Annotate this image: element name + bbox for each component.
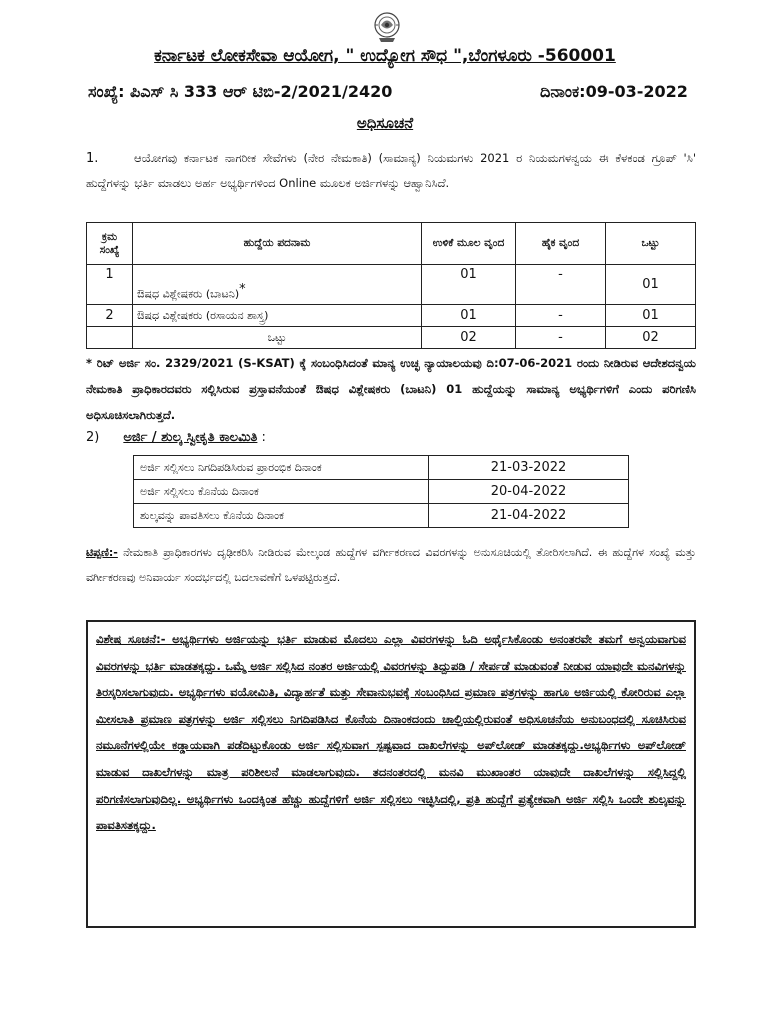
cell-post: ಔಷಧ ವಿಶ್ಲೇಷಕರು (ರಸಾಯನ ಶಾಸ್ತ್ರ) xyxy=(133,305,422,327)
date-value: 20-04-2022 xyxy=(429,480,629,504)
section-2-number: 2) xyxy=(86,430,100,445)
date-label: ಅರ್ಜಿ ಸಲ್ಲಿಸಲು ಕೊನೆಯ ದಿನಾಂಕ xyxy=(134,480,429,504)
remark-label: ಟಿಪ್ಪಣಿ:- xyxy=(86,546,118,559)
cell-hk: - xyxy=(516,305,606,327)
date-value: 21-04-2022 xyxy=(429,504,629,528)
col-header-post: ಹುದ್ದೆಯ ಪದನಾಮ xyxy=(133,223,422,265)
cell-sl: 1 xyxy=(87,265,133,305)
table-row xyxy=(134,480,629,504)
cell-hk: - xyxy=(516,265,606,305)
cell-rpc: 01 xyxy=(422,265,516,305)
remark-text: ನೇಮಕಾತಿ ಪ್ರಾಧಿಕಾರಗಳು ದೃಢೀಕರಿಸಿ ನೀಡಿರುವ ಮೇಲ್ಕಂಡ ಹುದ್ದೆಗಳ ವರ್ಗೀಕರಣದ ವಿವರಗಳನ್ನು ಅನುಸೂಚಿಯಲ್ಲಿ ತೋರಿಸಲಾಗಿದೆ. ಈ ಹುದ್ದೆಗಳ ಸಂಖ್ಯೆ ಮತ್ತು ವರ್ಗೀಕರಣವು ಅನಿವಾರ್ಯ ಸಂದರ್ಭದಲ್ಲಿ ಬದಲಾವಣೆಗೆ ಒಳಪಟ್ಟಿರುತ್ತದೆ. xyxy=(86,546,696,584)
posts-table-header xyxy=(87,223,696,265)
cell-total: 02 xyxy=(606,327,696,349)
section-1-number: 1. xyxy=(86,151,99,166)
notification-date: ದಿನಾಂಕ:09-03-2022 xyxy=(540,82,688,101)
col-header-hk: ಹೈಕ ವೃಂದ xyxy=(516,223,606,265)
commission-title: ಕರ್ನಾಟಕ ಲೋಕಸೇವಾ ಆಯೋಗ, " ಉದ್ಯೋಗ ಸೌಧ ",ಬೆಂಗಳೂರು -560001 xyxy=(154,46,616,66)
special-note-box xyxy=(86,620,696,928)
table-total-row xyxy=(87,327,696,349)
reference-number: ಸಂಖ್ಯೆ: ಪಿಎಸ್ ಸಿ 333 ಆರ್ ಟಿಬಿ-2/2021/2420 xyxy=(88,82,393,101)
section-1-text: ಆಯೋಗವು ಕರ್ನಾಟಕ ನಾಗರೀಕ ಸೇವೆಗಳು (ನೇರ ನೇಮಕಾತಿ) (ಸಾಮಾನ್ಯ) ನಿಯಮಗಳು 2021 ರ ನಿಯಮಗಳನ್ವಯ ಈ ಕೆಳಕಂಡ ಗ್ರೂಪ್ 'ಸಿ' ಹುದ್ದೆಗಳನ್ನು ಭರ್ತಿ ಮಾಡಲು ಅರ್ಹ ಅಭ್ಯರ್ಥಿಗಳಿಂದ Online ಮೂಲಕ ಅರ್ಜಿಗಳನ್ನು ಆಹ್ವಾನಿಸಿದೆ. xyxy=(86,151,696,190)
section-2-heading xyxy=(86,430,266,445)
posts-table xyxy=(86,222,696,349)
cell-rpc: 02 xyxy=(422,327,516,349)
col-header-sl: ಕ್ರಮ ಸಂಖ್ಯೆ xyxy=(87,223,133,265)
section-2-colon: : xyxy=(261,430,266,445)
col-header-rpc: ಉಳಿಕೆ ಮೂಲ ವೃಂದ xyxy=(422,223,516,265)
date-label: ಶುಲ್ಕವನ್ನು ಪಾವತಿಸಲು ಕೊನೆಯ ದಿನಾಂಕ xyxy=(134,504,429,528)
notification-heading: ಅಧಿಸೂಚನೆ xyxy=(356,114,414,132)
court-order-footnote: * ರಿಟ್ ಅರ್ಜಿ ಸಂ. 2329/2021 (S-KSAT) ಕ್ಕೆ ಸಂಬಂಧಿಸಿದಂತೆ ಮಾನ್ಯ ಉಚ್ಛ ನ್ಯಾಯಾಲಯವು ದಿ:07-06-2021 ರಂದು ನೀಡಿರುವ ಆದೇಶದನ್ವಯ ನೇಮಕಾತಿ ಪ್ರಾಧಿಕಾರದವರು ಸಲ್ಲಿಸಿರುವ ಪ್ರಸ್ತಾವನೆಯಂತೆ ಔಷಧ ವಿಶ್ಲೇಷಕರು (ಬಾಟನಿ) 01 ಹುದ್ದೆಯನ್ನು ಸಾಮಾನ್ಯ ಅಭ್ಯರ್ಥಿಗಳಿಗೆ ಎಂದು ಪರಿಗಣಿಸಿ ಅಧಿಸೂಚಿಸಲಾಗಿರುತ್ತದೆ. xyxy=(86,356,696,422)
cell-total-label: ಒಟ್ಟು xyxy=(133,327,422,349)
date-value: 21-03-2022 xyxy=(429,456,629,480)
section-1-paragraph xyxy=(86,146,696,196)
cell-hk: - xyxy=(516,327,606,349)
table-row xyxy=(87,265,696,305)
table-row xyxy=(134,504,629,528)
post-footnote-mark: * xyxy=(239,282,246,298)
col-header-total: ಒಟ್ಟು xyxy=(606,223,696,265)
cell-sl: 2 xyxy=(87,305,133,327)
special-note-text: ವಿಶೇಷ ಸೂಚನೆ:- ಅಭ್ಯರ್ಥಿಗಳು ಅರ್ಜಿಯನ್ನು ಭರ್ತಿ ಮಾಡುವ ಮೊದಲು ಎಲ್ಲಾ ವಿವರಗಳನ್ನು ಓದಿ ಅರ್ಥೈಸಿಕೊಂಡು ಅನಂತರವೇ ತಮಗೆ ಅನ್ವಯವಾಗುವ ವಿವರಗಳನ್ನು ಭರ್ತಿ ಮಾಡತಕ್ಕದ್ದು. ಒಮ್ಮೆ ಅರ್ಜಿ ಸಲ್ಲಿಸಿದ ನಂತರ ಅರ್ಜಿಯಲ್ಲಿ ವಿವರಗಳನ್ನು ತಿದ್ದುಪಡಿ / ಸೇರ್ಪಡೆ ಮಾಡುವಂತೆ ನೀಡುವ ಯಾವುದೇ ಮನವಿಗಳನ್ನು ತಿರಸ್ಕರಿಸಲಾಗುವುದು. ಅಭ್ಯರ್ಥಿಗಳು ವಯೋಮಿತಿ, ವಿದ್ಯಾರ್ಹತೆ ಮತ್ತು ಸೇವಾನುಭವಕ್ಕೆ ಸಂಬಂಧಿಸಿದ ಪ್ರಮಾಣ ಪತ್ರಗಳನ್ನು ಹಾಗೂ ಅರ್ಜಿಯಲ್ಲಿ ಕೋರಿರುವ ಎಲ್ಲಾ ಮೀಸಲಾತಿ ಪ್ರಮಾಣ ಪತ್ರಗಳನ್ನು ಅರ್ಜಿ ಸಲ್ಲಿಸಲು ನಿಗದಿಪಡಿಸಿದ ಕೊನೆಯ ದಿನಾಂಕದಂದು ಚಾಲ್ತಿಯಲ್ಲಿರುವಂತೆ ಅಧಿಸೂಚನೆಯ ಅನುಬಂಧದಲ್ಲಿ ಸೂಚಿಸಿರುವ ನಮೂನೆಗಳಲ್ಲಿಯೇ ಕಡ್ಡಾಯವಾಗಿ ಪಡೆದಿಟ್ಟುಕೊಂಡು ಅರ್ಜಿ ಸಲ್ಲಿಸುವಾಗ ಸ್ಪಷ್ಟವಾದ ದಾಖಲೆಗಳನ್ನು ಅಪ್‌ಲೋಡ್ ಮಾಡತಕ್ಕದ್ದು.ಅಭ್ಯರ್ಥಿಗಳು ಅಪ್‌ಲೋಡ್ ಮಾಡುವ ದಾಖಲೆಗಳನ್ನು ಮಾತ್ರ ಪರಿಶೀಲನೆ ಮಾಡಲಾಗುವುದು. ತದನಂತರದಲ್ಲಿ ಮನವಿ ಮುಖಾಂತರ ಯಾವುದೇ ದಾಖಲೆಗಳನ್ನು ಸಲ್ಲಿಸಿದ್ದಲ್ಲಿ ಪರಿಗಣಿಸಲಾಗುವುದಿಲ್ಲ. ಅಭ್ಯರ್ಥಿಗಳು ಒಂದಕ್ಕಿಂತ ಹೆಚ್ಚು ಹುದ್ದೆಗಳಿಗೆ ಅರ್ಜಿ ಸಲ್ಲಿಸಲು ಇಚ್ಛಿಸಿದಲ್ಲಿ, ಪ್ರತಿ ಹುದ್ದೆಗೆ ಪ್ರತ್ಯೇಕವಾಗಿ ಅರ್ಜಿ ಸಲ್ಲಿಸಿ ಒಂದೇ ಶುಲ್ಕವನ್ನು ಪಾವತಿಸತಕ್ಕದ್ದು. xyxy=(96,632,686,833)
section-2-label: ಅರ್ಜಿ / ಶುಲ್ಕ ಸ್ವೀಕೃತಿ ಕಾಲಮಿತಿ xyxy=(123,430,258,445)
cell-sl-empty xyxy=(87,327,133,349)
cell-total: 01 xyxy=(606,265,696,305)
cell-total: 01 xyxy=(606,305,696,327)
karnataka-state-emblem-icon xyxy=(371,10,403,44)
table-row xyxy=(87,305,696,327)
application-dates-table xyxy=(133,455,629,528)
post-name: ಔಷಧ ವಿಶ್ಲೇಷಕರು (ಬಾಟನಿ) xyxy=(137,288,240,301)
remark-paragraph xyxy=(86,540,696,590)
cell-rpc: 01 xyxy=(422,305,516,327)
table-row xyxy=(134,456,629,480)
cell-post xyxy=(133,265,422,305)
date-label: ಅರ್ಜಿ ಸಲ್ಲಿಸಲು ನಿಗದಿಪಡಿಸಿರುವ ಪ್ರಾರಂಭಿಕ ದಿನಾಂಕ xyxy=(134,456,429,480)
